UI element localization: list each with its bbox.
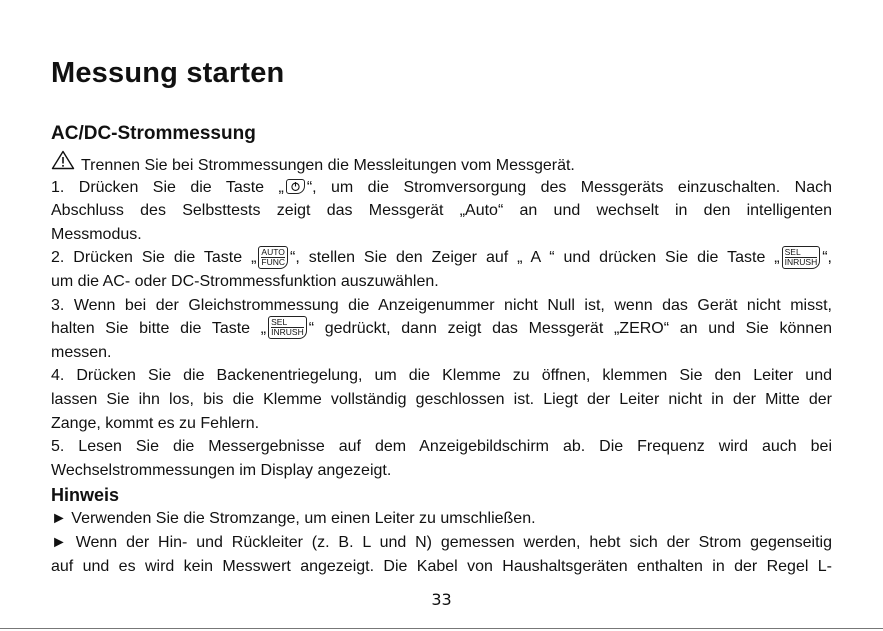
step3-text-pre: halten Sie bitte die Taste „ bbox=[51, 320, 267, 338]
note-heading: Hinweis bbox=[51, 485, 120, 506]
step2-line2: um die AC- oder DC-Strommessfunktion auszuwählen. bbox=[51, 272, 439, 290]
inrush-key-label: INRUSH bbox=[784, 256, 818, 267]
note-item-3: auf und es wird kein Messwert angezeigt. Die Kabel von Haushaltsgeräten enthalten in der Regel L- bbox=[51, 557, 832, 575]
step1-line2: Abschluss des Selbsttests zeigt das Messgerät „Auto“ an und wechselt in den intelligenten bbox=[51, 202, 832, 220]
step3-line1: 3. Wenn bei der Gleichstrommessung die Anzeigenummer nicht Null ist, wenn das Gerät nicht misst, bbox=[51, 296, 832, 314]
section-heading: AC/DC-Strommessung bbox=[51, 123, 256, 144]
step2-text-post: “, bbox=[822, 249, 832, 267]
step3-text-post: “ gedrückt, dann zeigt das Messgerät „ZERO“ an und Sie können bbox=[308, 320, 832, 338]
step4-line1: 4. Drücken Sie die Backenentriegelung, um die Klemme zu öffnen, klemmen Sie den Leiter und bbox=[51, 367, 832, 385]
sel-inrush-key-2 bbox=[268, 316, 307, 339]
func-key-label: FUNC bbox=[261, 256, 286, 267]
step1-text-pre: 1. Drücken Sie die Taste „ bbox=[51, 178, 284, 196]
inrush-key-label-2: INRUSH bbox=[271, 327, 304, 338]
warning-triangle-icon bbox=[51, 150, 75, 178]
footer-rule bbox=[0, 628, 883, 629]
step1-text-post: “, um die Stromversorgung des Messgeräts einzuschalten. Nach bbox=[306, 178, 832, 196]
sel-key-label-2: SEL bbox=[271, 317, 288, 328]
auto-key-label: AUTO bbox=[261, 246, 285, 257]
warning-line bbox=[51, 152, 832, 176]
step2-text-mid: “, stellen Sie den Zeiger auf „ A “ und drücken Sie die Taste „ bbox=[290, 249, 780, 267]
step5-line2: Wechselstrommessungen im Display angezeigt. bbox=[51, 461, 392, 479]
step3-line2 bbox=[51, 317, 832, 341]
page-title: Messung starten bbox=[51, 57, 285, 89]
step1-line3: Messmodus. bbox=[51, 225, 142, 243]
page-number: 33 bbox=[431, 590, 452, 609]
step4-line2: lassen Sie ihn los, bis die Klemme vollständig geschlossen ist. Liegt der Leiter nicht in der Mitte der bbox=[51, 390, 832, 408]
step1-line1 bbox=[51, 176, 832, 200]
power-key bbox=[286, 179, 305, 194]
note-item-2: ► Wenn der Hin- und Rückleiter (z. B. L und N) gemessen werden, hebt sich der Strom gegenseitig bbox=[51, 533, 832, 551]
sel-key-label: SEL bbox=[784, 246, 801, 257]
warning-text: Trennen Sie bei Strommessungen die Messleitungen vom Messgerät. bbox=[81, 157, 575, 175]
body-text bbox=[51, 152, 832, 578]
step2-line1 bbox=[51, 246, 832, 270]
sel-inrush-key bbox=[782, 246, 821, 269]
step2-text-pre: 2. Drücken Sie die Taste „ bbox=[51, 249, 257, 267]
step3-line3: messen. bbox=[51, 343, 112, 361]
note-item-1: ► Verwenden Sie die Stromzange, um einen Leiter zu umschließen. bbox=[51, 510, 536, 528]
step4-line3: Zange, kommt es zu Fehlern. bbox=[51, 414, 260, 432]
auto-func-key bbox=[258, 246, 288, 269]
step5-line1: 5. Lesen Sie die Messergebnisse auf dem Anzeigebildschirm ab. Die Frequenz wird auch bei bbox=[51, 438, 832, 456]
